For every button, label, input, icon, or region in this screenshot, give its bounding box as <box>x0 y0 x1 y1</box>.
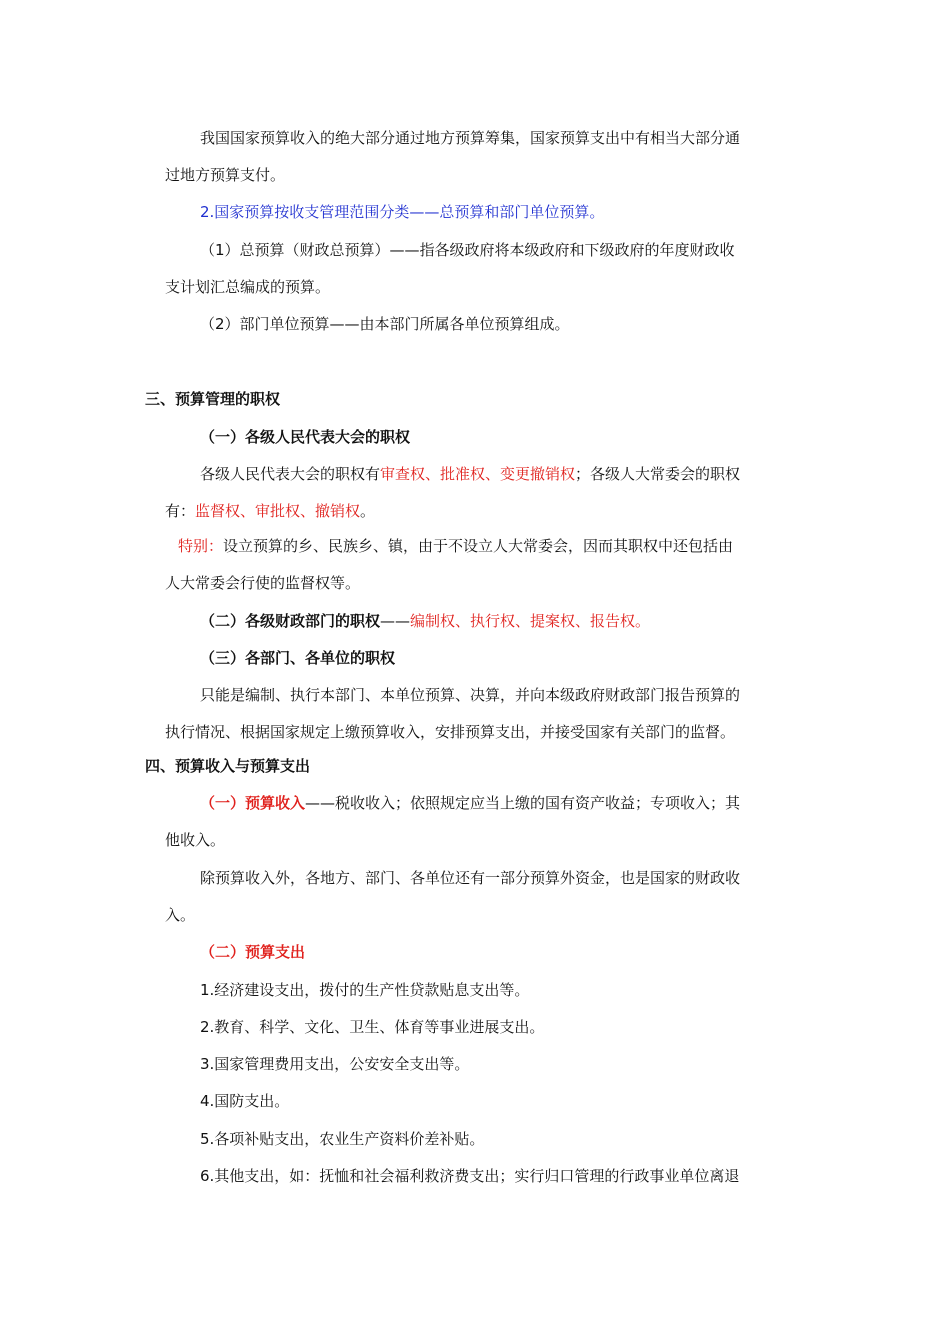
subsection-heading: （二）预算支出 <box>200 943 306 961</box>
list-item: 6.其他支出，如：抚恤和社会福利救济费支出；实行归口管理的行政事业单位离退 <box>200 1167 740 1185</box>
paragraph-line: 过地方预算支付。 <box>165 166 286 184</box>
text-run: 。 <box>360 502 376 520</box>
list-item: 1.经济建设支出，拨付的生产性贷款贴息支出等。 <box>200 981 530 999</box>
subsection-heading <box>200 793 740 813</box>
paragraph-line: 入。 <box>165 906 196 924</box>
subsection-heading: （三）各部门、各单位的职权 <box>200 649 396 667</box>
text-run: —— <box>380 612 411 630</box>
text-run: 有： <box>165 502 196 520</box>
text-run: 设立预算的乡、民族乡、镇，由于不设立人大常委会，因而其职权中还包括由 <box>223 537 734 555</box>
paragraph-line <box>165 501 375 521</box>
paragraph-line: 除预算收入外，各地方、部门、各单位还有一部分预算外资金，也是国家的财政收 <box>200 869 741 887</box>
section-heading: 三、预算管理的职权 <box>145 390 281 408</box>
subsection-heading <box>200 611 650 631</box>
list-item: 3.国家管理费用支出，公安安全支出等。 <box>200 1055 470 1073</box>
highlight-text: 审查权、批准权、变更撤销权 <box>380 465 576 483</box>
list-item: 2.教育、科学、文化、卫生、体育等事业进展支出。 <box>200 1018 545 1036</box>
paragraph-line: 他收入。 <box>165 831 226 849</box>
note-label: 特别： <box>178 537 224 555</box>
list-item: 5.各项补贴支出，农业生产资料价差补贴。 <box>200 1130 485 1148</box>
text-run: 各级人民代表大会的职权有 <box>200 465 381 483</box>
paragraph-line: 人大常委会行使的监督权等。 <box>165 574 361 592</box>
subsection-heading: （一）各级人民代表大会的职权 <box>200 428 411 446</box>
text-run: （二）各级财政部门的职权 <box>200 612 381 630</box>
paragraph-line: （2）部门单位预算——由本部门所属各单位预算组成。 <box>200 315 570 333</box>
section-heading: 四、预算收入与预算支出 <box>145 757 311 775</box>
paragraph-line <box>178 536 733 556</box>
highlight-text: 编制权、执行权、提案权、报告权。 <box>410 612 651 630</box>
paragraph-line: （1）总预算（财政总预算）——指各级政府将本级政府和下级政府的年度财政收 <box>200 241 735 259</box>
highlight-text: 监督权、审批权、撤销权 <box>195 502 361 520</box>
highlight-text: （一）预算收入 <box>200 794 306 812</box>
text-run: ；各级人大常委会的职权 <box>575 465 741 483</box>
paragraph-line: 执行情况、根据国家规定上缴预算收入，安排预算支出，并接受国家有关部门的监督。 <box>165 723 736 741</box>
paragraph-line: 支计划汇总编成的预算。 <box>165 278 331 296</box>
list-item: 4.国防支出。 <box>200 1092 290 1110</box>
section-subtitle: 2.国家预算按收支管理范围分类——总预算和部门单位预算。 <box>200 203 605 221</box>
text-run: ——税收收入；依照规定应当上缴的国有资产收益；专项收入；其 <box>305 794 741 812</box>
paragraph-line: 我国国家预算收入的绝大部分通过地方预算筹集，国家预算支出中有相当大部分通 <box>200 129 741 147</box>
paragraph-line: 只能是编制、执行本部门、本单位预算、决算，并向本级政府财政部门报告预算的 <box>200 686 741 704</box>
paragraph-line <box>200 464 740 484</box>
